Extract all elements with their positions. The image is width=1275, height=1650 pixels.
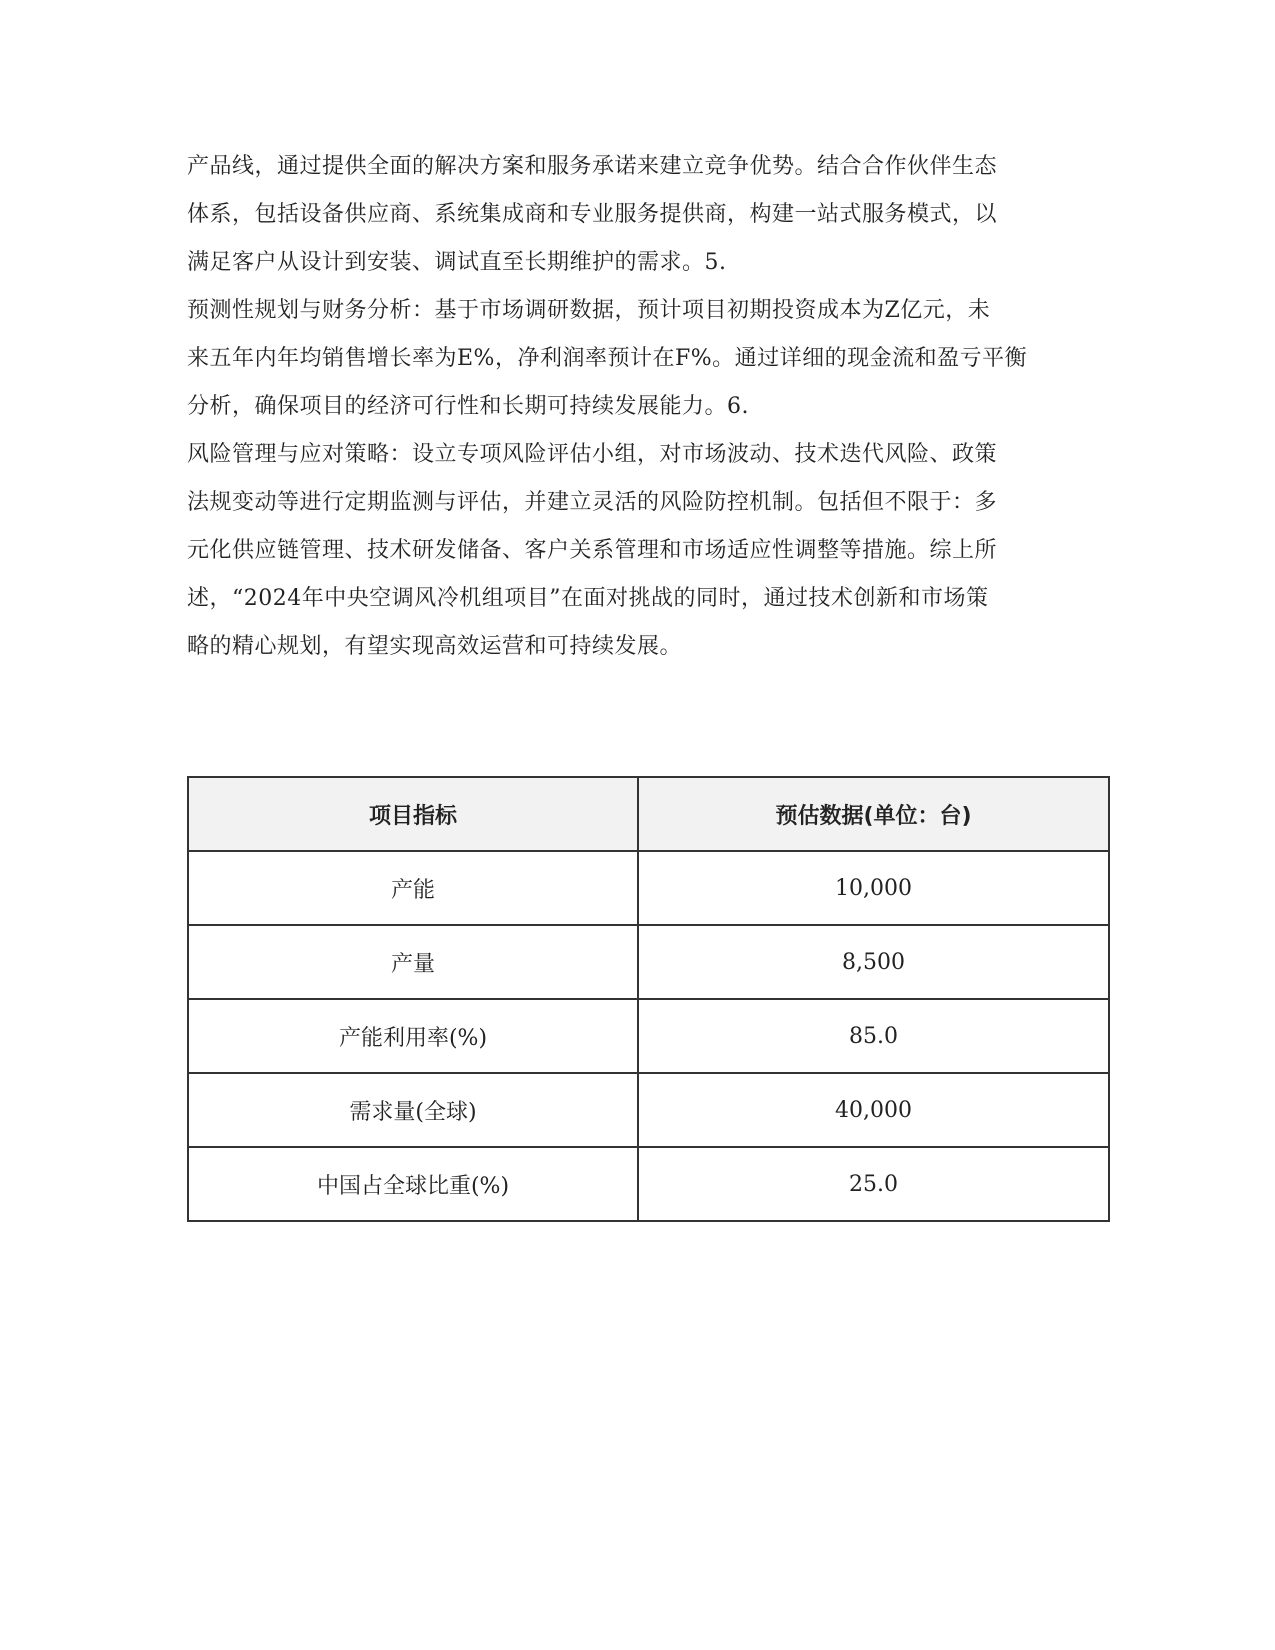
table-row [188,1147,1109,1221]
table-row [188,1073,1109,1147]
paragraph-line: 述，“2024年中央空调风冷机组项目”在面对挑战的同时，通过技术创新和市场策 [187,586,989,611]
paragraph-line: 略的精心规划，有望实现高效运营和可持续发展。 [187,634,683,659]
row-value: 40,000 [638,1073,1109,1147]
header-estimate: 预估数据(单位：台) [638,777,1109,851]
paragraph-line: 元化供应链管理、技术研发储备、客户关系管理和市场适应性调整等措施。综上所 [187,538,998,563]
estimate-table [187,776,1110,1222]
paragraph-line: 满足客户从设计到安装、调试直至长期维护的需求。5. [187,250,727,275]
header-indicator: 项目指标 [188,777,638,851]
row-value: 85.0 [638,999,1109,1073]
paragraph-line: 风险管理与应对策略：设立专项风险评估小组，对市场波动、技术迭代风险、政策 [187,442,998,467]
paragraph-line: 法规变动等进行定期监测与评估，并建立灵活的风险防控机制。包括但不限于：多 [187,490,998,515]
table-row [188,925,1109,999]
paragraph-line: 产品线，通过提供全面的解决方案和服务承诺来建立竞争优势。结合合作伙伴生态 [187,154,998,179]
row-value: 8,500 [638,925,1109,999]
data-table-container [187,776,1108,1222]
table-row [188,851,1109,925]
row-label: 产量 [188,925,638,999]
paragraph-line: 分析，确保项目的经济可行性和长期可持续发展能力。6. [187,394,749,419]
table-header-row [188,777,1109,851]
row-label: 中国占全球比重(%) [188,1147,638,1221]
row-label: 需求量(全球) [188,1073,638,1147]
paragraph-line: 体系，包括设备供应商、系统集成商和专业服务提供商，构建一站式服务模式，以 [187,202,998,227]
table-row [188,999,1109,1073]
body-paragraph [187,143,1080,671]
paragraph-line: 预测性规划与财务分析：基于市场调研数据，预计项目初期投资成本为Z亿元，未 [187,298,991,323]
row-value: 25.0 [638,1147,1109,1221]
row-label: 产能 [188,851,638,925]
row-value: 10,000 [638,851,1109,925]
paragraph-line: 来五年内年均销售增长率为E%，净利润率预计在F%。通过详细的现金流和盈亏平衡 [187,346,1028,371]
row-label: 产能利用率(%) [188,999,638,1073]
